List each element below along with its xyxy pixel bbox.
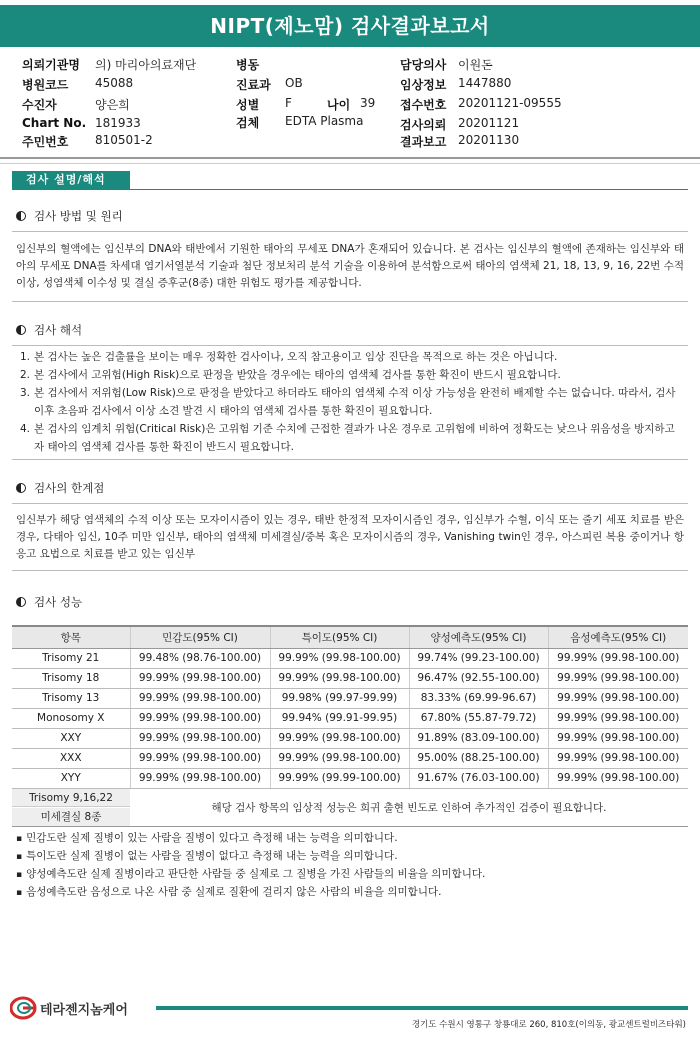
table-cell: 91.89% (83.09-100.00) <box>409 728 548 748</box>
sex-value: F <box>285 96 292 110</box>
performance-table <box>12 625 688 789</box>
request-date-label: 검사의뢰 <box>400 118 447 132</box>
limits-heading <box>16 480 104 496</box>
table-cell: 99.99% (99.98-100.00) <box>548 668 688 688</box>
table-cell: 99.99% (99.98-100.00) <box>548 688 688 708</box>
list-item: 4. 본 검사의 임계치 위험(Critical Risk)은 고위험 기준 수치에 근접한 결과가 나온 경우로 고위험에 비하여 정확도는 낮으나 위음성을 방지하고자 태아의 염색체 검사를 통한 확진이 반드시 필요합니다. <box>20 423 675 453</box>
table-cell: 99.98% (99.97-99.99) <box>270 688 409 708</box>
report-title: NIPT(제노맘) 검사결과보고서 <box>0 5 700 47</box>
doctor-value: 이원돈 <box>458 58 493 72</box>
report-date-value: 20201130 <box>458 133 520 147</box>
age-label: 나이 <box>327 98 351 112</box>
table-cell: 99.99% (99.98-100.00) <box>270 668 409 688</box>
divider <box>12 301 688 302</box>
department-value: OB <box>285 76 303 90</box>
table-cell: XXY <box>12 728 130 748</box>
table-cell: 67.80% (55.87-79.72) <box>409 708 548 728</box>
hospital-code-label: 병원코드 <box>22 78 69 92</box>
table-row <box>12 728 688 748</box>
hospital-code-value: 45088 <box>95 76 134 90</box>
note-label-microdeletion: 미세결실 8종 <box>12 808 130 826</box>
column-header: 민감도(95% CI) <box>130 626 270 648</box>
table-cell: 99.99% (99.98-100.00) <box>548 648 688 668</box>
table-cell: 99.99% (99.98-100.00) <box>130 768 270 788</box>
table-cell: 99.99% (99.98-100.00) <box>270 648 409 668</box>
divider <box>12 231 688 232</box>
table-cell: 99.99% (99.98-100.00) <box>130 668 270 688</box>
list-item: ▪ 양성예측도란 실제 질병이라고 판단한 사람들 중 실제로 그 질병을 가진 사람들의 비율을 의미합니다. <box>16 866 684 884</box>
ward-label: 병동 <box>236 58 260 72</box>
table-cell: 99.99% (99.98-100.00) <box>270 748 409 768</box>
list-item: 3. 본 검사에서 저위험(Low Risk)으로 판정을 받았다고 하더라도 태아의 염색체 수적 이상 가능성을 완전히 배제할 수는 없습니다. 따라서, 검사 이후 초음파 검사에서 이상 소견 발견 시 태아의 염색체 검사를 통한 확진이 필요합니다. <box>20 387 676 417</box>
table-row <box>12 648 688 668</box>
chart-no-label: Chart No. <box>22 116 87 130</box>
column-header: 특이도(95% CI) <box>270 626 409 648</box>
table-row <box>12 688 688 708</box>
divider <box>12 503 688 504</box>
half-circle-icon <box>16 211 26 221</box>
half-circle-icon <box>16 325 26 335</box>
definitions-list <box>16 830 684 902</box>
interpretation-list <box>20 348 684 456</box>
company-name: 테라젠지놈케어 <box>40 1003 128 1018</box>
doctor-label: 담당의사 <box>400 58 447 72</box>
logo-mark-icon <box>10 996 38 1020</box>
performance-heading <box>16 594 82 610</box>
clinical-info-value: 1447880 <box>458 76 512 90</box>
divider <box>12 459 688 460</box>
divider <box>0 163 700 164</box>
receipt-no-value: 20201121-09555 <box>458 96 562 110</box>
list-item: ▪ 음성예측도란 음성으로 나온 사람 중 실제로 질환에 걸리지 않은 사람의 비율을 의미합니다. <box>16 884 684 902</box>
hospital-value: 의) 마리아의료재단 <box>95 58 197 72</box>
table-cell: Trisomy 18 <box>12 668 130 688</box>
chart-no-value: 181933 <box>95 116 141 130</box>
list-item: ▪ 민감도란 실제 질병이 있는 사람을 질병이 있다고 측정해 내는 능력을 의미합니다. <box>16 830 684 848</box>
table-header-row <box>12 626 688 648</box>
performance-heading-text: 검사 성능 <box>34 595 83 609</box>
table-cell: 99.99% (99.98-100.00) <box>130 708 270 728</box>
footer-bar <box>156 1006 688 1010</box>
table-cell: Trisomy 13 <box>12 688 130 708</box>
table-cell: 99.48% (98.76-100.00) <box>130 648 270 668</box>
table-cell: 91.67% (76.03-100.00) <box>409 768 548 788</box>
divider <box>12 189 688 190</box>
table-cell: 99.99% (99.98-100.00) <box>548 728 688 748</box>
resident-id-label: 주민번호 <box>22 135 69 149</box>
request-date-value: 20201121 <box>458 116 520 130</box>
section-tab: 검사 설명/해석 <box>12 171 130 189</box>
table-cell: 99.99% (99.98-100.00) <box>130 688 270 708</box>
table-cell: 99.99% (99.98-100.00) <box>548 708 688 728</box>
limits-heading-text: 검사의 한계점 <box>34 481 105 495</box>
table-cell: 99.99% (99.98-100.00) <box>548 768 688 788</box>
table-cell: XXX <box>12 748 130 768</box>
table-row <box>12 768 688 788</box>
divider <box>12 570 688 571</box>
clinical-info-label: 임상정보 <box>400 78 447 92</box>
report-date-label: 결과보고 <box>400 135 447 149</box>
specimen-value: EDTA Plasma <box>285 114 364 128</box>
resident-id-value: 810501-2 <box>95 133 153 147</box>
method-text: 임신부의 혈액에는 임신부의 DNA와 태반에서 기원한 태아의 무세포 DNA가 혼재되어 있습니다. 본 검사는 임신부의 혈액에 존재하는 임신부와 태아의 무세포 DNA를 차세대 염기서열분석 기술과 첨단 정보처리 분석 기술을 이용하여 분석함으로써 태아의 염색체 21, 18, 13, 9, 16, 22번 수적 이상, 성염색체 이수성 및 결실 증후군(8종) 대한 위험도 평가를 제공합니다. <box>16 243 684 289</box>
half-circle-icon <box>16 483 26 493</box>
table-cell: 99.74% (99.23-100.00) <box>409 648 548 668</box>
table-row <box>12 668 688 688</box>
company-address: 경기도 수원시 영통구 창룡대로 260, 810호(이의동, 광교센트럴비즈타워) <box>411 1020 686 1030</box>
table-cell: 99.99% (99.99-100.00) <box>270 768 409 788</box>
table-cell: 96.47% (92.55-100.00) <box>409 668 548 688</box>
column-header: 음성예측도(95% CI) <box>548 626 688 648</box>
performance-note <box>12 789 688 827</box>
interpretation-heading-text: 검사 해석 <box>34 323 83 337</box>
table-cell: 99.94% (99.91-99.95) <box>270 708 409 728</box>
table-cell: 95.00% (88.25-100.00) <box>409 748 548 768</box>
note-label-trisomy: Trisomy 9,16,22 <box>12 789 130 807</box>
divider <box>0 157 700 159</box>
age-value: 39 <box>360 96 376 110</box>
table-cell: Trisomy 21 <box>12 648 130 668</box>
column-header: 양성예측도(95% CI) <box>409 626 548 648</box>
list-item: ▪ 특이도란 실제 질병이 없는 사람을 질병이 없다고 측정해 내는 능력을 의미합니다. <box>16 848 684 866</box>
company-logo <box>10 996 160 1020</box>
department-label: 진료과 <box>236 78 271 92</box>
table-cell: 99.99% (99.98-100.00) <box>270 728 409 748</box>
table-cell: 83.33% (69.99-96.67) <box>409 688 548 708</box>
table-cell: 99.99% (99.98-100.00) <box>130 748 270 768</box>
method-heading-text: 검사 방법 및 원리 <box>34 209 123 223</box>
column-header: 항목 <box>12 626 130 648</box>
list-item: 2. 본 검사에서 고위험(High Risk)으로 판정을 받았을 경우에는 태아의 염색체 검사를 통한 확진이 반드시 필요합니다. <box>20 369 561 381</box>
table-cell: 99.99% (99.98-100.00) <box>548 748 688 768</box>
divider <box>12 345 688 346</box>
specimen-label: 검체 <box>236 116 260 130</box>
interpretation-heading <box>16 322 82 338</box>
limits-text: 임신부가 해당 염색체의 수적 이상 또는 모자이시즘이 있는 경우, 태반 한정적 모자이시즘인 경우, 임신부가 수혈, 이식 또는 줄기 세포 치료를 받은 경우, 다태아 임신, 10주 미만 임신부, 태아의 염색체 미세결실/중복 혹은 모자이시즘의 경우, Vanishing twin인 경우, 아스피린 복용 중이거나 항 응고 요법으로 치료를 받고 있는 임신부 <box>16 514 684 560</box>
table-cell: 99.99% (99.98-100.00) <box>130 728 270 748</box>
method-heading <box>16 208 123 224</box>
sex-label: 성별 <box>236 98 260 112</box>
table-row <box>12 748 688 768</box>
note-message: 해당 검사 항목의 임상적 성능은 희귀 출현 빈도로 인하여 추가적인 검증이 필요합니다. <box>211 802 607 814</box>
patient-name-value: 양은희 <box>95 98 130 112</box>
table-cell: XYY <box>12 768 130 788</box>
receipt-no-label: 접수번호 <box>400 98 447 112</box>
hospital-label: 의뢰기관명 <box>22 58 80 72</box>
table-row <box>12 708 688 728</box>
half-circle-icon <box>16 597 26 607</box>
patient-info <box>0 50 700 156</box>
list-item: 1. 본 검사는 높은 검출률을 보이는 매우 정확한 검사이나, 오직 참고용이고 임상 진단을 목적으로 하는 것은 아닙니다. <box>20 351 558 363</box>
divider <box>12 826 688 827</box>
patient-name-label: 수진자 <box>22 98 57 112</box>
table-cell: Monosomy X <box>12 708 130 728</box>
